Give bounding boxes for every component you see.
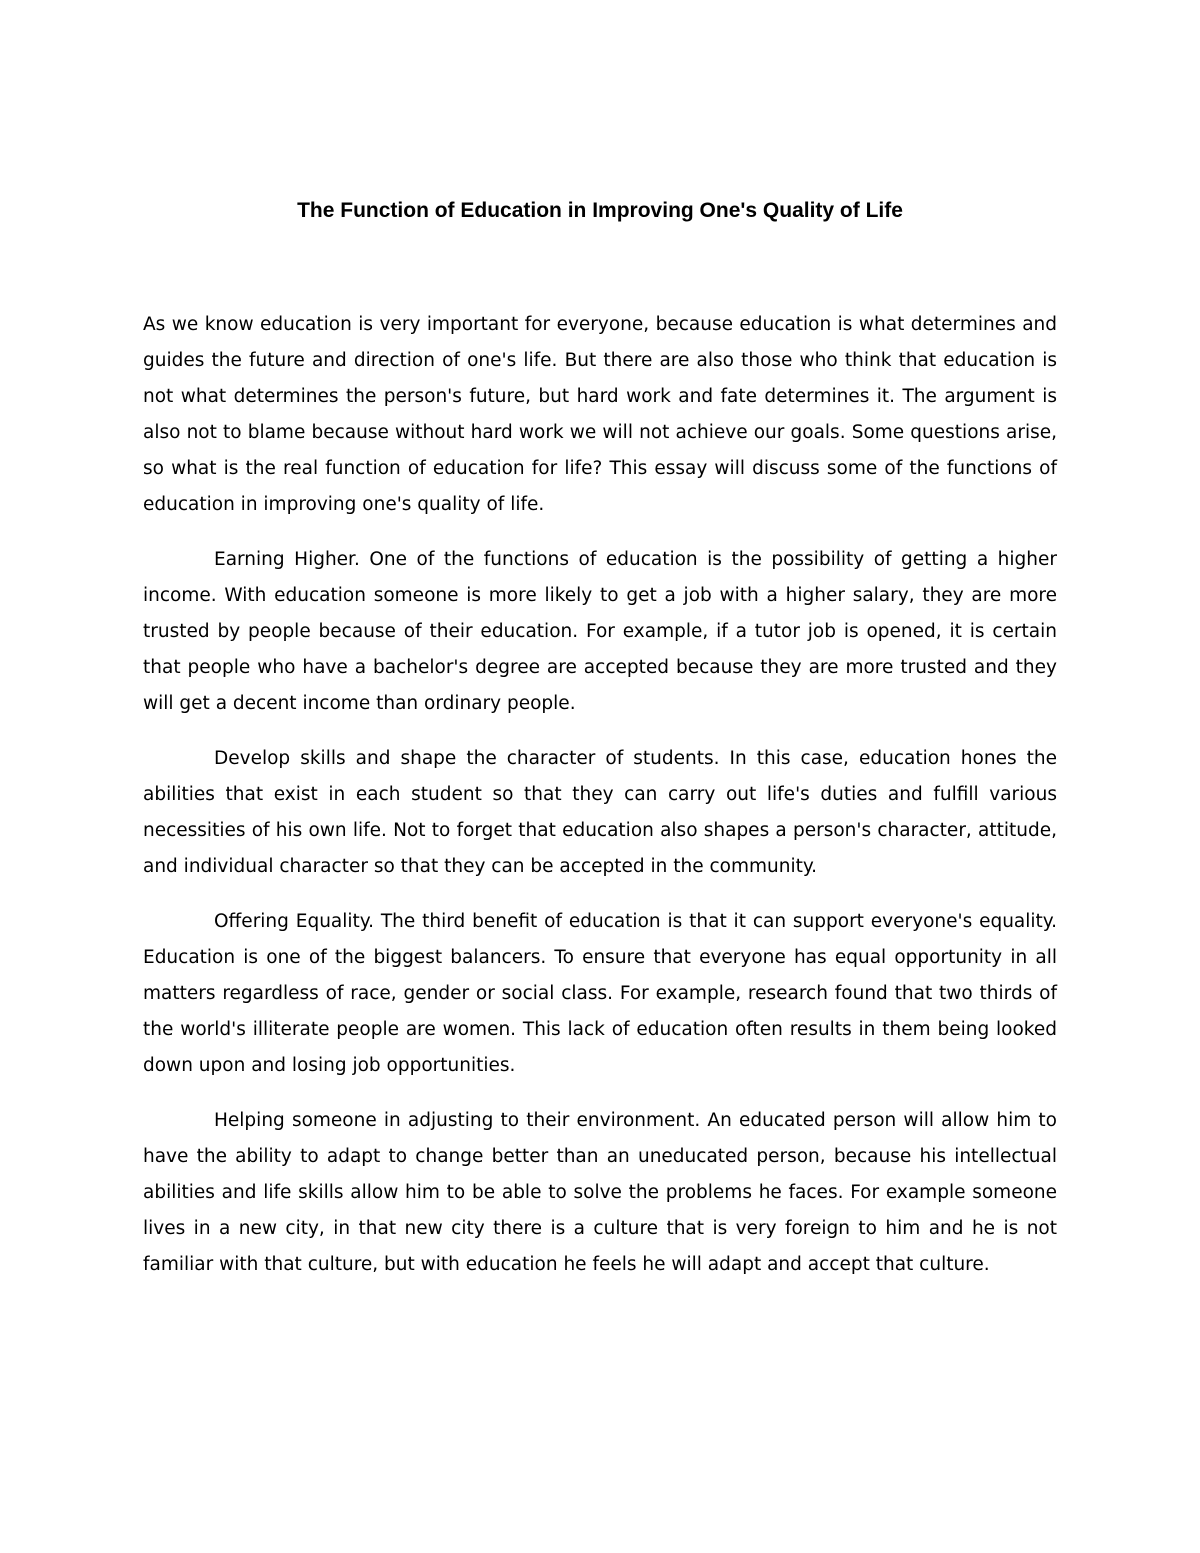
- document-body: [143, 307, 1057, 1302]
- paragraph-offering-equality: Offering Equality. The third benefit of education is that it can support everyone's equality. Education is one of the biggest balancers. To ensure that everyone has equal opportunity in all matters regardless of race, gender or social class. For example, research found that two thirds of the world's illiterate people are women. This lack of education often results in them being looked down upon and losing job opportunities.: [143, 911, 1057, 1076]
- paragraph-adjusting-environment: Helping someone in adjusting to their environment. An educated person will allow him to have the ability to adapt to change better than an uneducated person, because his intellectual abilities and life skills allow him to be able to solve the problems he faces. For example someone lives in a new city, in that new city there is a culture that is very foreign to him and he is not familiar with that culture, but with education he feels he will adapt and accept that culture.: [143, 1110, 1057, 1275]
- paragraph-develop-skills: Develop skills and shape the character of students. In this case, education hones the abilities that exist in each student so that they can carry out life's duties and fulfill various necessities of his own life. Not to forget that education also shapes a person's character, attitude, and individual character so that they can be accepted in the community.: [143, 748, 1057, 877]
- document-title: The Function of Education in Improving One's Quality of Life: [297, 199, 903, 222]
- paragraph-earning-higher: Earning Higher. One of the functions of education is the possibility of getting a higher income. With education someone is more likely to get a job with a higher salary, they are more trusted by people because of their education. For example, if a tutor job is opened, it is certain that people who have a bachelor's degree are accepted because they are more trusted and they will get a decent income than ordinary people.: [143, 549, 1057, 714]
- paragraph-introduction: As we know education is very important for everyone, because education is what determines and guides the future and direction of one's life. But there are also those who think that education is not what determines the person's future, but hard work and fate determines it. The argument is also not to blame because without hard work we will not achieve our goals. Some questions arise, so what is the real function of education for life? This essay will discuss some of the functions of education in improving one's quality of life.: [143, 314, 1057, 515]
